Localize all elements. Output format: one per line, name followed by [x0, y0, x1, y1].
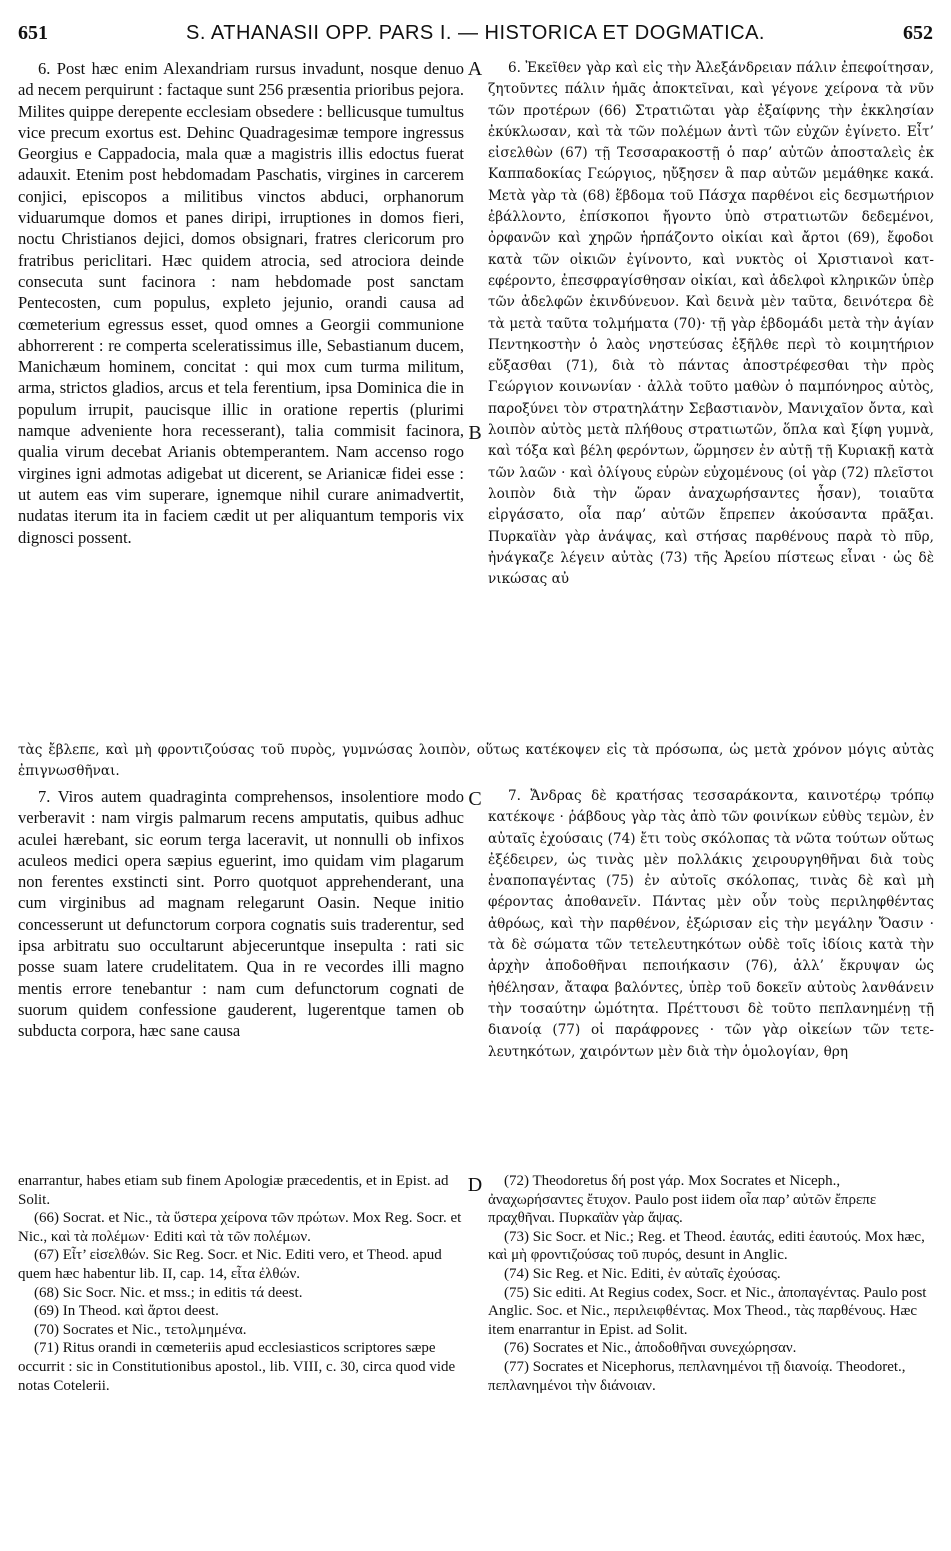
- margin-letter-c: C: [468, 788, 482, 810]
- footnote: (74) Sic Reg. et Nic. Editi, ἐν αὐταῖς ἐχούσας.: [504, 1265, 781, 1282]
- latin-section-7: [18, 786, 464, 1042]
- footnote: (67) Εἶτ’ εἰσελθών. Sic Reg. Socr. et Nic. Editi vero, et Theod. apud quem hæc habentur lib. II, cap. 14, εἶτα ἐλθών.: [18, 1247, 442, 1282]
- footnote: (70) Socrates et Nic., τετολμημένα.: [34, 1321, 247, 1338]
- footnote: (68) Sic Socr. Nic. et mss.; in editis τά deest.: [34, 1284, 303, 1301]
- footnotes-left: [18, 1172, 464, 1395]
- greek-section-7: [488, 786, 934, 1063]
- footnotes-right: [488, 1172, 934, 1395]
- greek-paragraph-6: 6. Ἐκεῖθεν γὰρ καὶ εἰς τὴν Ἀλεξάνδρειαν πάλιν ἐπεφοίτησαν, ζητοῦντες πάλιν ἡμᾶς ἀποκτεῖναι, καὶ γέγονε χείρονα τὰ νῦν τῶν προτέρων (66) Στρατιῶται γὰρ ἐξαίφνης τὴν ἐκκλησίαν ἐκύκλωσαν, καὶ τὰ τῶν πολέμων ἀντὶ τῶν εὐχῶν ἐγίνετο. Εἶτ’ εἰσελθὼν (67) τῇ Τεσσαρακοστῇ ὁ παρ’ αὐτῶν ἀποσταλεὶς ἐκ Καππαδοκίας Γεώργιος, ηὔξησεν ἃ παρ αὐτῶν μεμάθηκε κακά. Μετὰ γὰρ τὰ (68) ἕβδομα τοῦ Πάσχα παρθένοι εἰς δεσμωτήριον ἐβάλλοντο, ἐπίσκοποι ἤγοντο ὑπὸ στρατιωτῶν δεδεμένοι, ὀρφανῶν καὶ χηρῶν ἡρπάζοντο οἰκίαι καὶ ἄρτοι (69), ἔφοδοι κατὰ τῶν οἰκιῶν ἐγίνοντο, καὶ νυκτὸς οἱ Χριστιανοὶ κατεφέροντο, ἐπεσφραγίσθησαν οἰκίαι, καὶ ἀδελφοὶ κληρικῶν ὑπὲρ τῶν ἀδελφῶν ἐκινδύνευον. Καὶ δεινὰ μὲν ταῦτα, δεινότερα δὲ τὰ μετὰ ταῦτα τολμήματα (70)· τῇ γὰρ ἑβδομάδι μετὰ τὴν ἁγίαν Πεντηκοστὴν ὁ λαὸς νηστεύσας ἐξῆλθε περὶ τὸ κοιμητήριον εὔξασθαι (71), διὰ τὸ πάντας ἀποστρέφεσθαι τὴν πρὸς Γεώργιον κοινωνίαν · ἀλλὰ τοῦτο μαθὼν ὁ παμπόνηρος αὐτὸς, παροξύνει τὸν στρατηλάτην Σεβαστιανὸν, Μανιχαῖον ὄντα, καὶ λοιπὸν αὐτὸς μετὰ πλήθους στρατιωτῶν, ὅπλα καὶ ξίφη γυμνὰ, καὶ τόξα καὶ βέλη φερόντων, ὥρμησεν ἐν αὐτῇ τῇ Κυριακῇ κατὰ τῶν λαῶν · καὶ ὀλίγους εὑρὼν εὐχομένους (οἱ γὰρ (72) πλεῖστοι λοιπὸν διὰ τὴν ὥραν ἀναχωρήσαντες ἦσαν), τοιαῦτα εἰργάσατο, οἷα παρ’ αὐτῶν ἔπρεπεν ἀκούσαντα πρᾶξαι. Πυρκαϊὰν γὰρ ἀνάψας, καὶ στήσας παρθένους παρὰ τὸ πῦρ, ἠνάγκαζε λέγειν αὐτὰς (73) τῆς Ἀρείου πίστεως εἶναι · ὡς δὲ νικώσας αὐ: [488, 60, 934, 588]
- page-number-left: 651: [18, 22, 48, 44]
- greek-paragraph-7: 7. Ἄνδρας δὲ κρατήσας τεσσαράκοντα, καινοτέρῳ τρόπῳ κατέκοψε · ῥάβδους γὰρ τὰς ἀπὸ τῶν φοινίκων εὐθὺς τεμὼν, ἐν αὐταῖς ἐχούσαις (74) ἔτι τοὺς σκόλοπας τὰ νῶτα τούτων οὕτως ἐξέδειρεν, ὡς τινὰς μὲν πολλάκις χειρουργηθῆναι διὰ τοὺς ἐναποπαγέντας (75) ἐν αὐτοῖς σκόλοπας, τινὰς δὲ καὶ μὴ φέροντας ἀποθανεῖν. Πάντας μὲν οὖν τοὺς περιληφθέντας ἀθρόως, καὶ τὴν παρθένον, ἐξώρισαν εἰς τὴν μεγάλην Ὄασιν · τὰ δὲ σώματα τῶν τετελευτηκότων οὐδὲ τοῖς ἰδίοις κατὰ τὴν ἀρχὴν ἀποδοθῆναι πεποιήκασιν (76), ἀλλ’ ἔκρυψαν ὡς ἠθέλησαν, ἄταφα βαλόντες, ὑπὲρ τοῦ δοκεῖν αὐτοὺς λανθάνειν τὴν τοσαύτην ὠμότητα. Πρέττουσι δὲ τοῦτο πεπλανημένῃ τῇ διανοίᾳ (77) οἱ παράφρονες · τῶν γὰρ οἰκείων τῶν τετελευτηκότων, χαιρόντων μὲν διὰ τὴν ὁμολογίαν, θρη: [488, 788, 934, 1060]
- latin-paragraph-7: 7. Viros autem quadraginta comprehensos, insolentiore modo verberavit : nam virgis palmarum recens amputatis, quibus adhuc aculei hærebant, sic eorum terga laceravit, ut nonnulli ob infixos aculeos medici opera sæpius eguerint, imo quidam vim plagarum non ferentes exstincti sint. Porro quotquot apprehenderant, una cum virginibus ad magnam relegarunt Oasin. Neque initio concesserunt ut defunctorum corpora cognatis suis traderentur, sed ipsa arbitratu suo occultarunt abjeceruntque insepulta : rati sic posse suam latere crudelitatem. Qua in re vecordes illi magno mentis errore tenebantur : nam cum defunctorum cognati de suorum quidem confessione gauderent, lugerentque tamen ob subducta corpora, hæc sane causa: [18, 787, 464, 1041]
- latin-section-6: [18, 58, 464, 548]
- footnote: (77) Socrates et Nicephorus, πεπλανημένοι τῇ διανοίᾳ. Theodoret., πεπλανημένοι τὴν διάνοιαν.: [488, 1358, 906, 1394]
- footnote: (73) Sic Socr. et Nic.; Reg. et Theod. ἑαυτάς, editi ἑαυτούς. Mox hæc, καὶ μὴ φροντιζούσας τοῦ πυρός, desunt in Anglic.: [488, 1228, 925, 1264]
- margin-letter-d: D: [467, 1174, 483, 1196]
- latin-paragraph-6: 6. Post hæc enim Alexandriam rursus invadunt, nosque denuo ad necem perquirunt : factaque sunt 256 præsentia prioribus pejora. Milites quippe derepente ecclesiam obsedere : bellicusque tumultus vice precum exortus est. Dehinc Quadragesimæ tempore ingressus Georgius e Cappadocia, mala quæ a magistris illis edoctus fuerat adauxit. Etenim post hebdomadam Paschatis, virgines in carcerem conjici, episcopos a militibus vinctos abduci, orphanorum viduarumque domos et panes diripi, irruptiones in domos fieri, noctu Christianos dejici, domos obsignari, fratres clericorum pro fratribus periclitari. Hæc quidem atrocia, sed atrociora deinde consecuta sunt facinora : nam hebdomade post sanctam Pentecosten, cum populus, expleto jejunio, orandi causa ad cœmeterium egressus esset, quod omnes a Georgii communione abhorrerent : re comperta sceleratissimus ille, Sebastianum ducem, Manichæum hominem, concitat : qui mox cum turma militum, arma, strictos gladios, arcus et tela ferentium, ipsa Dominica die in populum irrupit, paucisque illic in oratione repertis (plurimi namque adveniente hora recesserant), talia commisit facinora, qualia virum decebat Arianis obtemperantem. Nam accenso rogo virgines igni admotas adigebat ut dicerent, se Arianicæ fidei esse : ut autem eas vim superare, ignemque nihil curare animadvertit, nudatas iterum ita in faciem cædit ut per aliquantum temporis vix dignosci possent.: [18, 59, 464, 547]
- footnote: (75) Sic editi. At Regius codex, Socr. et Nic., ἀποπαγέντας. Paulo post Anglic. Soc. et Nic., περιλειφθέντας. Mox Theod., τὰς παρθένους. Hæc item enarrantur in Epist. ad Solit.: [488, 1284, 927, 1338]
- page-number-right: 652: [903, 22, 933, 44]
- greek-paragraph-6-continued: τὰς ἔβλεπε, καὶ μὴ φροντιζούσας τοῦ πυρὸς, γυμνώσας λοιπὸν, οὕτως κατέκοψεν εἰς τὰ πρόσωπα, ὡς μετὰ χρόνον μόγις αὐτὰς ἐπιγνωσθῆναι.: [18, 742, 934, 780]
- footnote: (72) Theodoretus δή post γάρ. Mox Socrates et Niceph., ἀναχωρήσαντες ἔτυχον. Paulo post iidem οἷα παρ’ αὐτῶν ἔπρεπε πραχθῆναι. Πυρκαϊὰν γὰρ ἅψας.: [488, 1173, 877, 1227]
- running-header: [18, 22, 933, 52]
- greek-section-6: [488, 58, 934, 590]
- margin-letter-b: B: [468, 422, 482, 444]
- running-title: S. ATHANASII OPP. PARS I. — HISTORICA ET DOGMATICA.: [186, 22, 765, 44]
- greek-continuation: [18, 740, 934, 783]
- footnote: (69) In Theod. καὶ ἄρτοι deest.: [34, 1303, 219, 1320]
- footnote: (66) Socrat. et Nic., τὰ ὕστερα χείρονα τῶν πρώτων. Mox Reg. Socr. et Nic., καὶ τὰ πολέμων· Editi καὶ τὰ τῶν πολέμων.: [18, 1210, 462, 1245]
- footnote: enarrantur, habes etiam sub finem Apologiæ præcedentis, et in Epist. ad Solit.: [18, 1173, 449, 1208]
- margin-letter-a: A: [467, 58, 483, 80]
- footnote: (76) Socrates et Nic., ἀποδοθῆναι συνεχώρησαν.: [504, 1340, 797, 1357]
- footnote: (71) Ritus orandi in cœmeteriis apud ecclesiasticos scriptores sæpe occurrit : sic in Constitutionibus apostol., lib. VIII, c. 30, circa quod vide notas Cotelerii.: [18, 1340, 456, 1394]
